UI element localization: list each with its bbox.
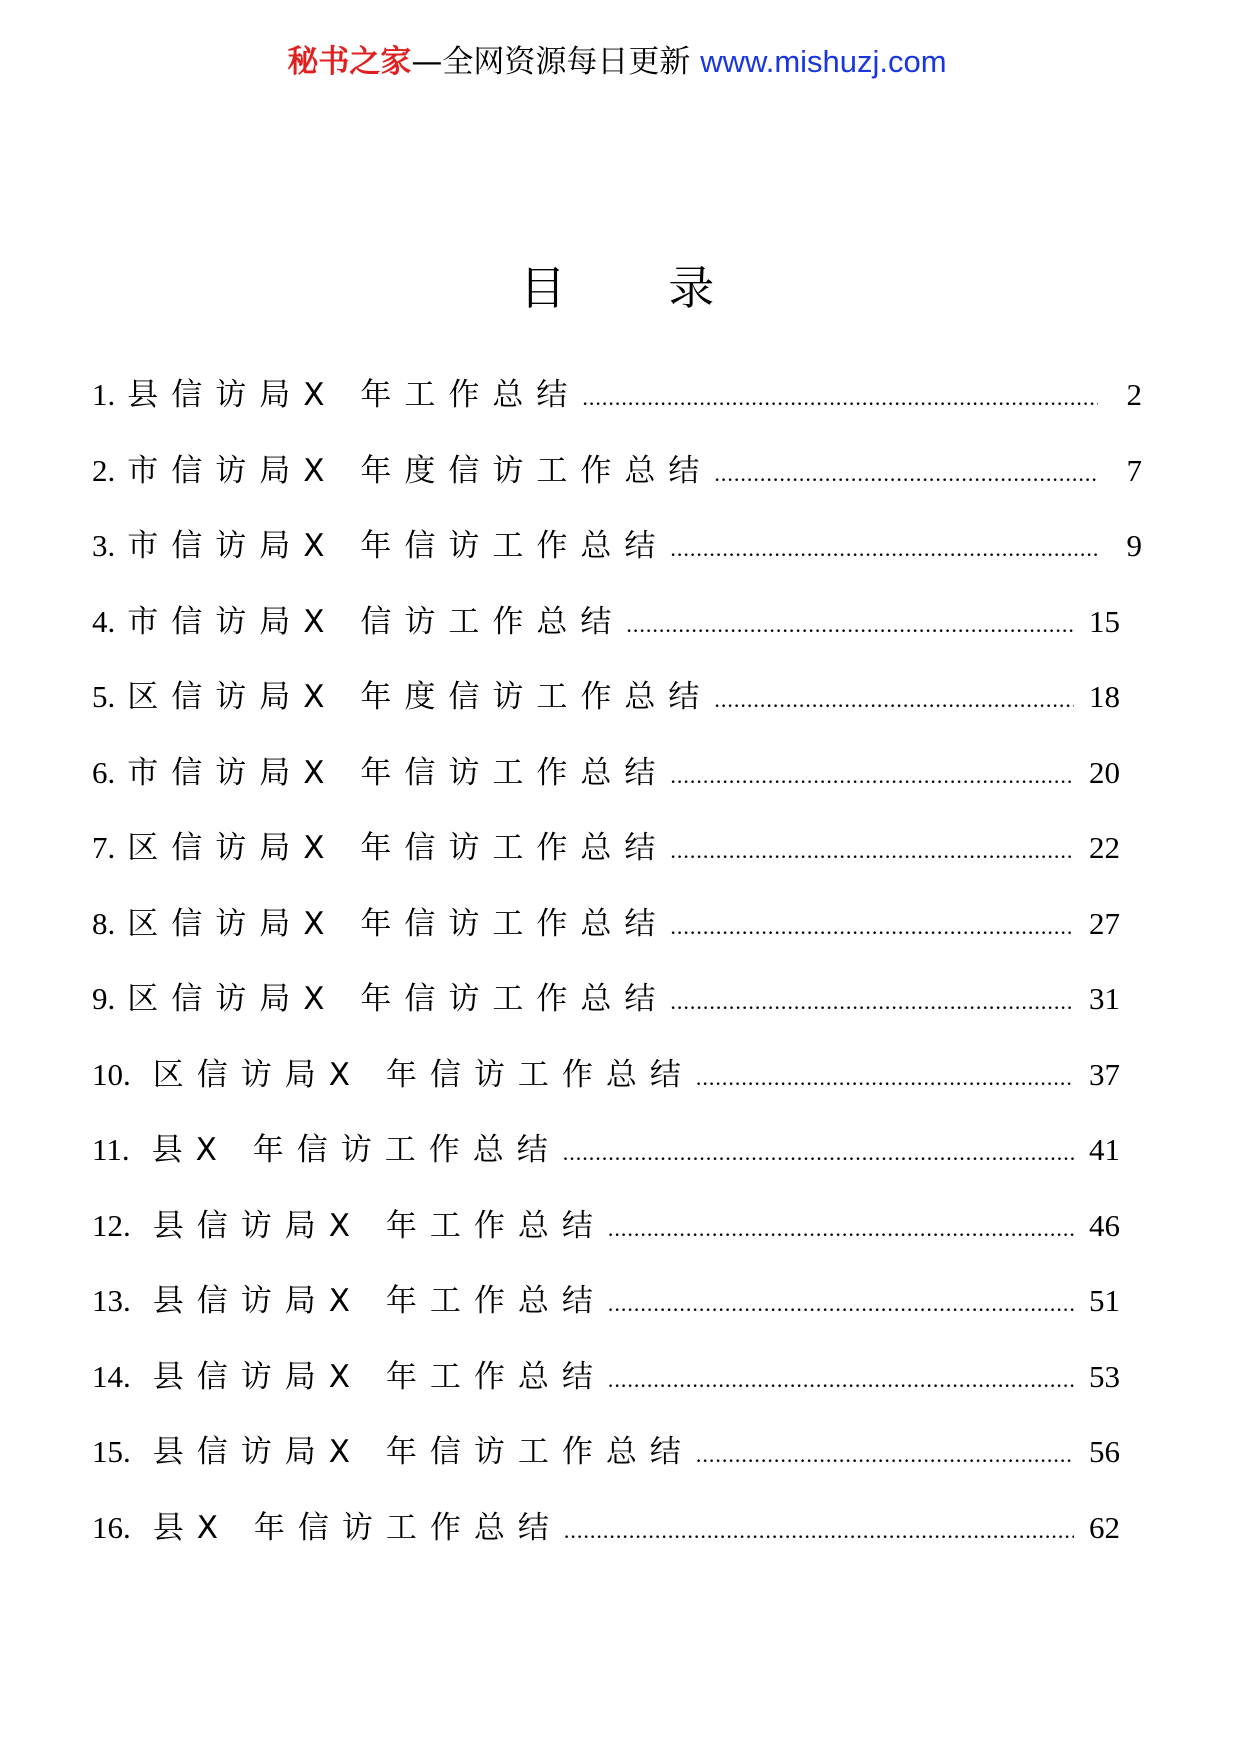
toc-entry-title: 区信访局X 年信访工作总结 xyxy=(127,830,669,866)
toc-entry-page: 62 xyxy=(1089,1509,1120,1545)
toc-entry-title: 区信访局X 年信访工作总结 xyxy=(127,905,669,942)
toc-entry-number: 1. xyxy=(92,377,116,412)
toc-entry[interactable] xyxy=(92,516,1142,592)
toc-dot-leader xyxy=(582,368,1098,428)
toc-entry-number: 7. xyxy=(92,830,116,865)
toc-entry-page: 9 xyxy=(1126,528,1142,563)
toc-entry[interactable] xyxy=(92,818,1142,894)
toc-entry[interactable] xyxy=(92,969,1142,1045)
toc-entry-number: 3. xyxy=(92,528,116,563)
toc-entry[interactable] xyxy=(92,1347,1142,1423)
toc-entry-page: 41 xyxy=(1089,1132,1120,1167)
toc-dot-leader xyxy=(696,1425,1074,1485)
toc-entry[interactable] xyxy=(92,894,1142,970)
toc-entry-page: 27 xyxy=(1089,905,1120,941)
toc-entry-page: 37 xyxy=(1089,1056,1120,1092)
toc-entry-page: 20 xyxy=(1089,754,1120,790)
site-url-link[interactable]: www.mishuzj.com xyxy=(700,44,947,79)
toc-entry[interactable] xyxy=(92,1422,1142,1498)
toc-entry[interactable] xyxy=(92,592,1142,668)
toc-dot-leader xyxy=(670,821,1074,881)
toc-dot-leader xyxy=(626,595,1074,655)
toc-entry-number: 14. xyxy=(92,1358,131,1394)
toc-dot-leader xyxy=(714,444,1098,504)
toc-entry-title: 县信访局X 年工作总结 xyxy=(152,1358,606,1395)
toc-entry-page: 15 xyxy=(1089,603,1120,639)
toc-dot-leader xyxy=(608,1199,1074,1259)
toc-entry[interactable] xyxy=(92,1045,1142,1121)
toc-dot-leader xyxy=(563,1123,1074,1183)
toc-dot-leader xyxy=(670,897,1074,957)
toc-entry-title: 区信访局X 年度信访工作总结 xyxy=(127,679,713,715)
toc-entry[interactable] xyxy=(92,743,1142,819)
toc-entry-title: 区信访局X 年信访工作总结 xyxy=(152,1056,694,1093)
toc-entry-page: 56 xyxy=(1089,1434,1120,1469)
site-header xyxy=(0,40,1234,84)
toc-entry[interactable] xyxy=(92,441,1142,517)
toc-dot-leader xyxy=(670,519,1098,579)
toc-entry-page: 22 xyxy=(1089,830,1120,865)
toc-entry-title: 县信访局X 年工作总结 xyxy=(152,1283,606,1319)
toc-entry-page: 2 xyxy=(1126,377,1142,412)
toc-entry-number: 5. xyxy=(92,679,116,714)
toc-entry-number: 11. xyxy=(92,1132,130,1167)
toc-entry-title: 县信访局X 年信访工作总结 xyxy=(152,1434,694,1470)
toc-entry-number: 9. xyxy=(92,981,116,1016)
toc-entry-title: 区信访局X 年信访工作总结 xyxy=(127,981,669,1017)
toc-entry[interactable] xyxy=(92,667,1142,743)
toc-entry-number: 13. xyxy=(92,1283,131,1318)
toc-dot-leader xyxy=(714,670,1074,730)
toc-dot-leader xyxy=(670,746,1074,806)
toc-entry-number: 2. xyxy=(92,452,116,488)
toc-entry[interactable] xyxy=(92,1271,1142,1347)
toc-entry-title: 县信访局X 年工作总结 xyxy=(127,377,581,413)
toc-entry-title: 县信访局X 年工作总结 xyxy=(152,1207,606,1244)
toc-entry-number: 10. xyxy=(92,1056,131,1092)
toc-entry-title: 市信访局X 信访工作总结 xyxy=(127,603,625,640)
toc-entry-number: 4. xyxy=(92,603,116,639)
table-of-contents xyxy=(92,365,1142,1573)
toc-title: 目 录 xyxy=(519,261,759,315)
toc-dot-leader xyxy=(696,1048,1074,1108)
header-tagline: —全网资源每日更新 xyxy=(411,44,691,80)
toc-entry-number: 12. xyxy=(92,1207,131,1243)
toc-entry-page: 51 xyxy=(1089,1283,1120,1318)
toc-entry-number: 8. xyxy=(92,905,116,941)
toc-dot-leader xyxy=(670,972,1074,1032)
toc-dot-leader xyxy=(608,1350,1074,1410)
toc-entry-number: 16. xyxy=(92,1509,131,1545)
toc-entry-page: 18 xyxy=(1089,679,1120,714)
toc-dot-leader xyxy=(564,1501,1074,1561)
toc-entry[interactable] xyxy=(92,1498,1142,1574)
toc-entry-title: 市信访局X 年度信访工作总结 xyxy=(127,452,713,489)
brand-name: 秘书之家 xyxy=(287,44,412,80)
toc-entry-number: 6. xyxy=(92,754,116,790)
toc-entry-number: 15. xyxy=(92,1434,131,1469)
toc-entry-title: 县X 年信访工作总结 xyxy=(151,1132,561,1168)
toc-entry-page: 7 xyxy=(1126,452,1142,488)
toc-entry-page: 53 xyxy=(1089,1358,1120,1394)
toc-entry-title: 市信访局X 年信访工作总结 xyxy=(127,528,669,564)
toc-entry-title: 市信访局X 年信访工作总结 xyxy=(127,754,669,791)
toc-entry[interactable] xyxy=(92,365,1142,441)
toc-entry[interactable] xyxy=(92,1120,1142,1196)
toc-entry-page: 46 xyxy=(1089,1207,1120,1243)
toc-entry-title: 县X 年信访工作总结 xyxy=(152,1509,562,1546)
toc-entry-page: 31 xyxy=(1089,981,1120,1016)
toc-entry[interactable] xyxy=(92,1196,1142,1272)
toc-dot-leader xyxy=(608,1274,1074,1334)
